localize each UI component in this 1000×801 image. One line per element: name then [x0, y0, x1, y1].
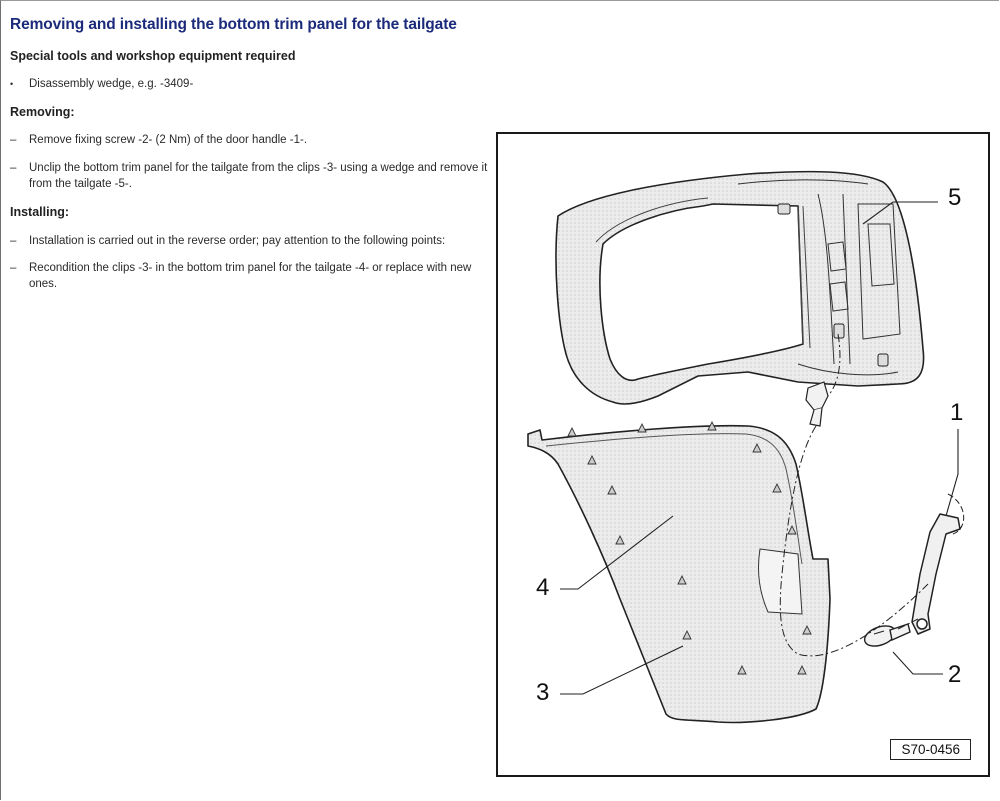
installing-step	[10, 233, 490, 249]
tools-list-item	[10, 76, 490, 92]
installing-step-text: Recondition the clips -3- in the bottom trim panel for the tailgate -4- or replace with new ones.	[29, 262, 472, 290]
removing-step	[10, 160, 490, 192]
removing-step-text: Unclip the bottom trim panel for the tailgate from the clips -3- using a wedge and remove it from the tailgate -5-.	[29, 162, 488, 190]
tools-heading: Special tools and workshop equipment required	[10, 49, 296, 63]
dash-marker: –	[10, 162, 17, 174]
removing-heading: Removing:	[10, 105, 75, 119]
diagram-drawing	[498, 134, 988, 775]
removing-step-text: Remove fixing screw -2- (2 Nm) of the door handle -1-.	[29, 134, 308, 146]
callout-3: 3	[536, 679, 550, 706]
tailgate-trim-diagram	[496, 132, 990, 777]
removing-step	[10, 132, 490, 148]
tools-item-text: Disassembly wedge, e.g. -3409-	[29, 78, 194, 90]
callout-1: 1	[950, 399, 964, 426]
dash-marker: –	[10, 235, 17, 247]
door-handle	[912, 514, 960, 634]
callout-5: 5	[948, 184, 962, 211]
dash-marker: –	[10, 134, 17, 146]
callout-4: 4	[536, 574, 550, 601]
page-title: Removing and installing the bottom trim panel for the tailgate	[10, 16, 457, 33]
installing-heading: Installing:	[10, 205, 70, 219]
installing-step-text: Installation is carried out in the reverse order; pay attention to the following points:	[29, 235, 446, 247]
installing-step	[10, 260, 490, 292]
figure-code: S70-0456	[890, 739, 971, 760]
dash-marker: –	[10, 262, 17, 274]
callout-2: 2	[948, 661, 962, 688]
bullet-marker: •	[10, 79, 14, 89]
loose-clip-icon	[806, 382, 828, 426]
